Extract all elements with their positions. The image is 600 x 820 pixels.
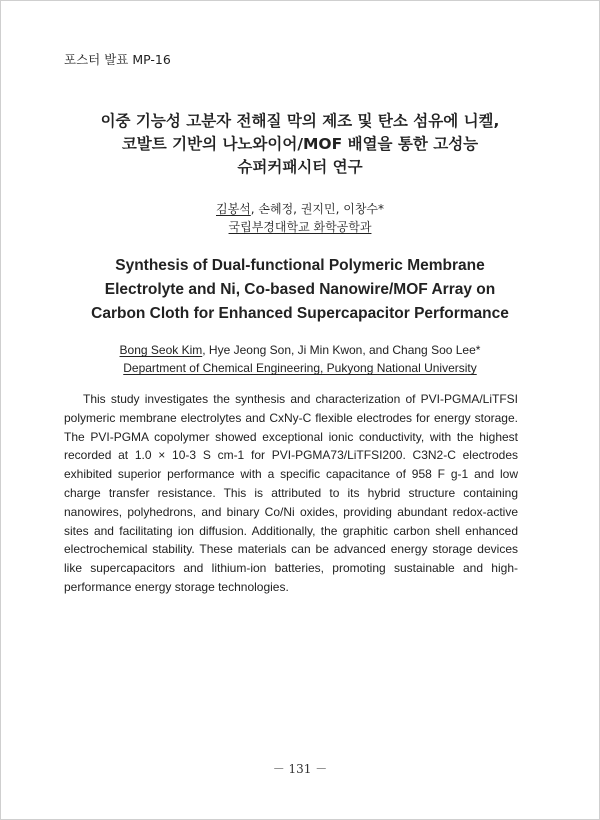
korean-author-block [0, 200, 600, 236]
english-presenting-author: Bong Seok Kim [119, 343, 203, 357]
korean-title-line-2: 코발트 기반의 나노와이어/MOF 배열을 통한 고성능 [121, 135, 479, 153]
korean-affiliation: 국립부경대학교 화학공학과 [228, 220, 372, 234]
english-title [40, 254, 560, 326]
english-author-block [0, 341, 600, 377]
english-title-line-3: Carbon Cloth for Enhanced Supercapacitor Performance [91, 305, 509, 322]
korean-presenting-author: 김봉석 [216, 202, 251, 216]
korean-coauthors: , 손혜정, 권지민, 이창수* [250, 202, 384, 216]
english-coauthors: , Hye Jeong Son, Ji Min Kwon, and Chang Soo Lee* [202, 343, 481, 357]
abstract-body: This study investigates the synthesis and characterization of PVI-PGMA/LiTFSI polymeric membrane electrolytes and CxNy-C flexible electrodes for energy storage. The PVI-PGMA copolymer showed exceptional ionic conductivity, with the highest recorded at 1.0 × 10-3 S cm-1 for PVI-PGMA73/LiTFSI200. C3N2-C electrodes exhibited superior performance with a specific capacitance of 958 F g-1 and low charge transfer resistance. This is attributed to its hybrid structure containing nanowires, polyhedrons, and binary Co/Ni oxides, providing abundant redox-active sites and facilitating ion diffusion. Additionally, the graphitic carbon shell enhanced electrochemical stability. These materials can be advanced energy storage devices like supercapacitors and lithium-ion batteries, promoting sustainable and high-performance energy storage technologies. [64, 392, 518, 594]
session-label: 포스터 발표 MP-16 [64, 52, 171, 67]
english-title-line-2: Electrolyte and Ni, Co-based Nanowire/MOF Array on [104, 281, 496, 298]
page-number: － 131 － [272, 762, 328, 776]
korean-title-line-1: 이중 기능성 고분자 전해질 막의 제조 및 탄소 섬유에 니켈, [100, 112, 500, 130]
english-authors [0, 341, 600, 359]
korean-authors [0, 200, 600, 218]
english-title-line-1: Synthesis of Dual-functional Polymeric Membrane [115, 257, 485, 274]
korean-title-line-3: 슈퍼커패시터 연구 [237, 158, 363, 176]
english-affiliation: Department of Chemical Engineering, Pukyong National University [123, 361, 477, 375]
korean-title [40, 110, 560, 179]
